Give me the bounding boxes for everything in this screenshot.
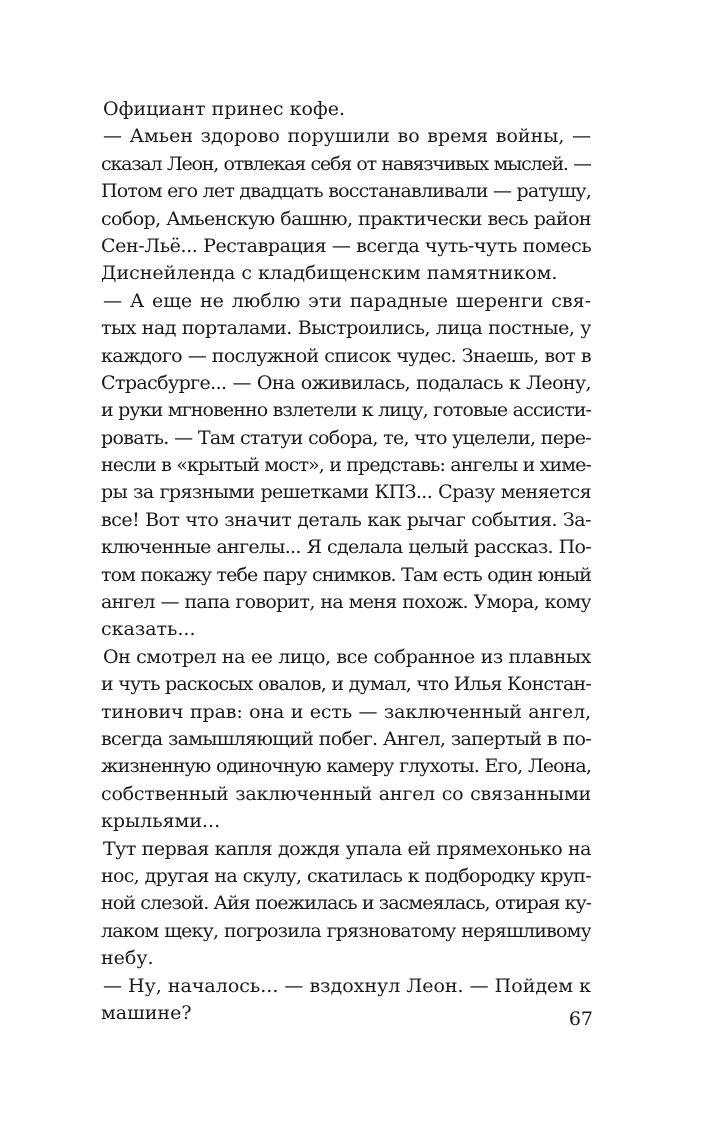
text-line: жизненную одиночную камеру глухоты. Его, Леона,	[101, 755, 591, 778]
text-line: Страсбурге... — Она оживилась, подалась к Леону,	[101, 371, 591, 394]
text-line: всегда замышляющий побег. Ангел, запертый в по-	[101, 727, 591, 750]
text-line: — Амьен здорово порушили во время войны, —	[103, 125, 591, 148]
text-line: — А еще не люблю эти парадные шеренги свя-	[103, 289, 591, 312]
text-line: Официант принес кофе.	[103, 98, 346, 120]
text-line: — Ну, началось... — вздохнул Леон. — Пойдем к	[103, 974, 591, 997]
text-line: лаком щеку, погрозила грязноватому неряшливому	[101, 919, 591, 942]
text-line: и чуть раскосых овалов, и думал, что Илья Констан-	[101, 673, 591, 696]
text-line: машине?	[101, 1001, 192, 1024]
text-line: ключенные ангелы... Я сделала целый рассказ. По-	[101, 536, 591, 559]
text-line: тинович прав: она и есть — заключенный ангел,	[101, 700, 591, 723]
text-line: Сен-Льё... Реставрация — всегда чуть-чуть помесь	[101, 234, 591, 257]
text-line: собственный заключенный ангел со связанными	[101, 782, 591, 805]
text-line: несли в «крытый мост», и представь: ангелы и химе-	[101, 454, 591, 477]
text-line: все! Вот что значит деталь как рычаг события. За-	[101, 508, 591, 531]
text-line: каждого — послужной список чудес. Знаешь, вот в	[101, 344, 591, 367]
text-line: собор, Амьенскую башню, практически весь район	[101, 207, 591, 230]
text-line: и руки мгновенно взлетели к лицу, готовые ассисти-	[101, 399, 591, 422]
text-line: нос, другая на скулу, скатилась к подбородку круп-	[101, 864, 591, 887]
body-text	[101, 96, 591, 1027]
text-line: Тут первая капля дождя упала ей прямехонько на	[103, 837, 591, 860]
text-line: Потом его лет двадцать восстанавливали — ратушу,	[101, 180, 591, 203]
page-number: 67	[568, 1008, 593, 1030]
text-line: небу.	[101, 947, 154, 970]
text-line: Он смотрел на ее лицо, все собранное из плавных	[103, 645, 591, 668]
text-line: крыльями...	[101, 810, 221, 833]
text-line: том покажу тебе пару снимков. Там есть один юный	[101, 563, 591, 586]
text-line: сказать...	[101, 618, 196, 641]
text-line: ры за грязными решетками КПЗ... Сразу меняется	[101, 481, 591, 504]
text-line: сказал Леон, отвлекая себя от навязчивых мыслей. —	[101, 152, 591, 175]
text-line: тых над порталами. Выстроились, лица постные, у	[101, 317, 591, 340]
text-line: ангел — папа говорит, на меня похож. Умора, кому	[101, 591, 591, 614]
text-line: ной слезой. Айя поежилась и засмеялась, отирая ку-	[101, 892, 591, 915]
text-line: Диснейленда с кладбищенским памятником.	[101, 262, 558, 285]
text-line: ровать. — Там статуи собора, те, что уцелели, пере-	[101, 426, 591, 449]
